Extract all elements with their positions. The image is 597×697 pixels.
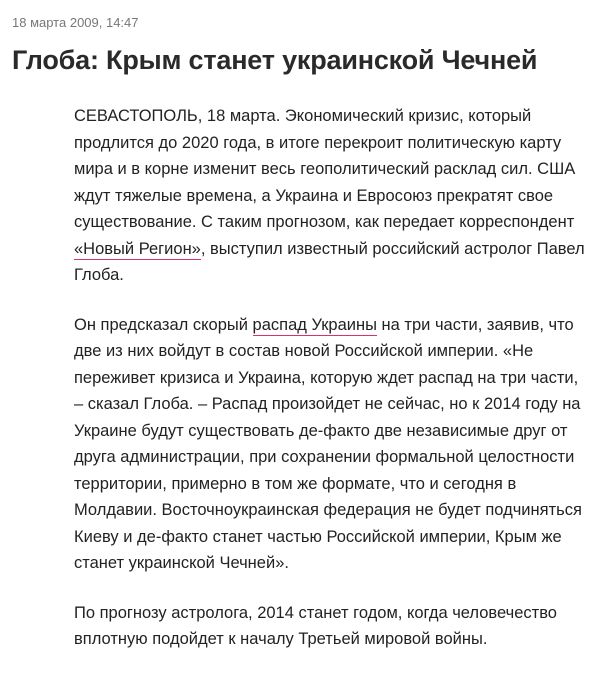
paragraph-1-text-a: СЕВАСТОПОЛЬ, 18 марта. Экономический кризис, который продлится до 2020 года, в итоге перекроит политическую карту мира и в корне изменит весь геополитический расклад сил. США ждут тяжелые времена, а Украина и Евросоюз прекратят свое существование. С таким прогнозом, как передает корреспондент <box>74 107 576 231</box>
paragraph-2-text-a: Он предсказал скорый <box>74 315 253 334</box>
paragraph-2 <box>74 312 589 577</box>
paragraph-1 <box>74 103 589 289</box>
paragraph-3: По прогнозу астролога, 2014 станет годом, когда человечество вплотную подойдет к началу Третьей мировой войны. <box>74 603 557 648</box>
article-body <box>74 103 589 676</box>
paragraph-1-text-b: , выступил известный российский астролог Павел Глоба. <box>74 239 585 284</box>
raspad-ukrainy-link[interactable]: распад Украины <box>252 315 377 334</box>
article-date: 18 марта 2009, 14:47 <box>12 15 139 30</box>
paragraph-2-text-b: на три части, заявив, что две из них войдут в состав новой Российской империи. «Не переживет кризиса и Украина, которую ждет распад на три части, – сказал Глоба. – Распад произойдет не сейчас, но к 2014 году на Украине будут существовать де-факто две независимые друг от друга администрации, при сохранении формальной целостности территории, примерно в том же формате, что и сегодня в Молдавии. Восточноукраинская федерация не будет подчиняться Киеву и де-факто станет частью Российской империи, Крым же станет украинской Чечней». <box>74 315 582 572</box>
article-title: Глоба: Крым станет украинской Чечней <box>12 45 538 75</box>
novy-region-link[interactable]: «Новый Регион» <box>74 239 201 258</box>
